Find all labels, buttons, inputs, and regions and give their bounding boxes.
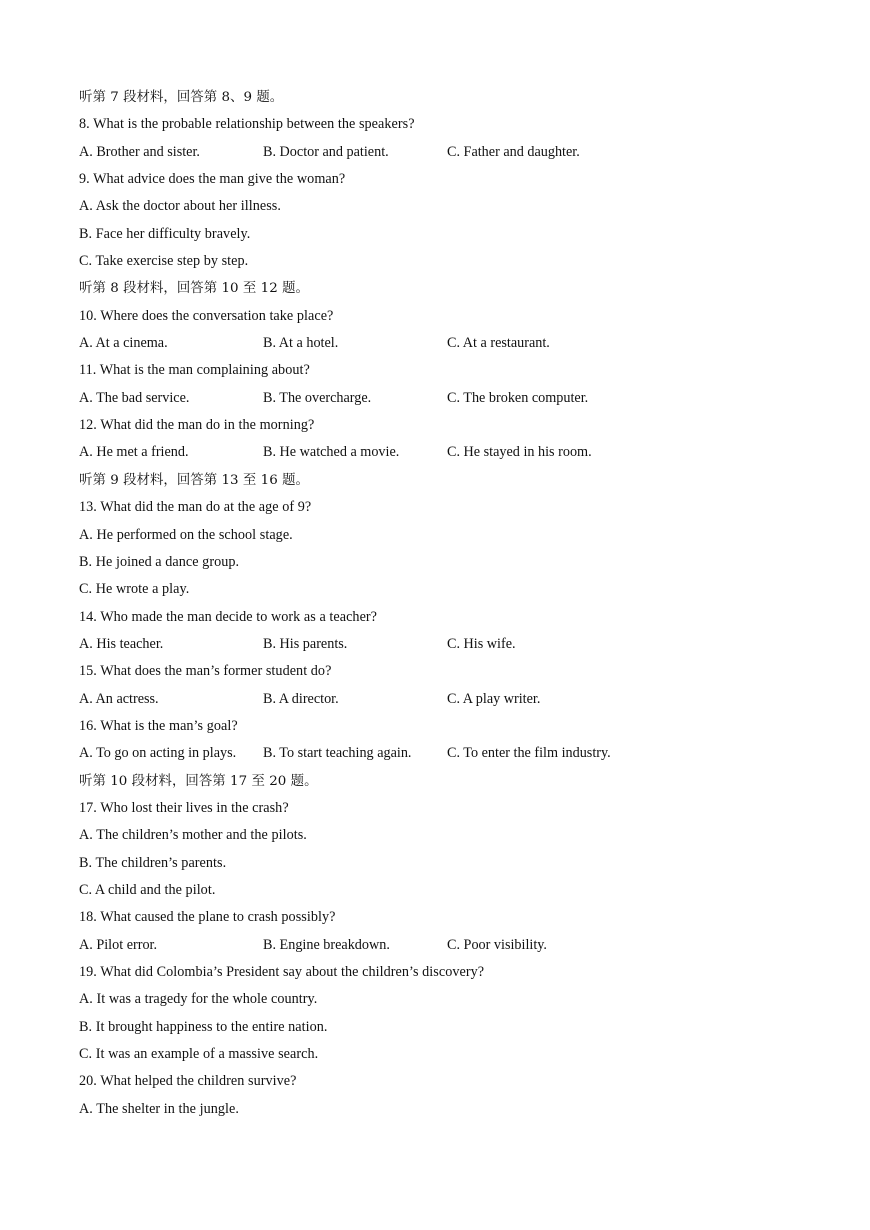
question-stem: 17. Who lost their lives in the crash? bbox=[79, 799, 289, 816]
question-stem: 9. What advice does the man give the woman? bbox=[79, 171, 346, 188]
answer-option-b: B. It brought happiness to the entire nation. bbox=[79, 1018, 328, 1035]
answer-option-c: C. A child and the pilot. bbox=[79, 881, 216, 898]
section-heading: 听第 7 段材料，回答第 8、9 题。 bbox=[79, 90, 284, 105]
answer-option-a: A. The shelter in the jungle. bbox=[79, 1100, 239, 1117]
answer-option-a: A. Pilot error. bbox=[79, 936, 158, 953]
options-row bbox=[79, 631, 799, 658]
answer-option-a: A. An actress. bbox=[79, 690, 159, 707]
answer-option-c: C. It was an example of a massive search. bbox=[79, 1046, 319, 1063]
options-row bbox=[79, 385, 799, 412]
answer-option-b: B. He joined a dance group. bbox=[79, 553, 240, 570]
section-heading: 听第 8 段材料，回答第 10 至 12 题。 bbox=[79, 281, 309, 297]
section-heading: 听第 9 段材料，回答第 13 至 16 题。 bbox=[79, 472, 309, 488]
answer-option-a: A. Brother and sister. bbox=[79, 143, 200, 160]
answer-option-b: B. To start teaching again. bbox=[263, 745, 412, 762]
answer-option-b: B. Face her difficulty bravely. bbox=[79, 225, 251, 242]
answer-option-c: C. His wife. bbox=[447, 635, 516, 652]
answer-option-b: B. Engine breakdown. bbox=[263, 936, 390, 953]
answer-option-a: A. The children’s mother and the pilots. bbox=[79, 827, 307, 844]
question-stem: 8. What is the probable relationship between the speakers? bbox=[79, 116, 415, 133]
answer-option-b: B. The overcharge. bbox=[263, 389, 372, 406]
question-stem: 20. What helped the children survive? bbox=[79, 1073, 297, 1090]
question-stem: 16. What is the man’s goal? bbox=[79, 717, 238, 734]
question-stem: 14. Who made the man decide to work as a teacher? bbox=[79, 608, 378, 625]
answer-option-a: A. He performed on the school stage. bbox=[79, 526, 293, 543]
answer-option-b: B. Doctor and patient. bbox=[263, 143, 389, 160]
question-stem: 11. What is the man complaining about? bbox=[79, 362, 310, 379]
question-stem: 15. What does the man’s former student do? bbox=[79, 663, 332, 680]
answer-option-b: B. A director. bbox=[263, 690, 339, 707]
options-row bbox=[79, 139, 799, 166]
options-row bbox=[79, 439, 799, 466]
answer-option-b: B. At a hotel. bbox=[263, 335, 339, 352]
answer-option-c: C. Poor visibility. bbox=[447, 936, 547, 953]
options-row bbox=[79, 330, 799, 357]
question-stem: 13. What did the man do at the age of 9? bbox=[79, 499, 312, 516]
answer-option-b: B. The children’s parents. bbox=[79, 854, 227, 871]
question-stem: 18. What caused the plane to crash possibly? bbox=[79, 909, 336, 926]
answer-option-a: A. To go on acting in plays. bbox=[79, 745, 237, 762]
answer-option-c: C. To enter the film industry. bbox=[447, 745, 611, 762]
question-stem: 19. What did Colombia’s President say about the children’s discovery? bbox=[79, 964, 485, 980]
answer-option-c: C. A play writer. bbox=[447, 690, 541, 707]
question-stem: 10. Where does the conversation take place? bbox=[79, 307, 334, 324]
answer-option-c: C. Father and daughter. bbox=[447, 143, 580, 160]
options-row bbox=[79, 686, 799, 713]
listening-section-content bbox=[79, 84, 799, 1123]
question-stem: 12. What did the man do in the morning? bbox=[79, 417, 315, 434]
answer-option-c: C. He wrote a play. bbox=[79, 581, 190, 598]
answer-option-a: A. He met a friend. bbox=[79, 444, 189, 461]
answer-option-a: A. At a cinema. bbox=[79, 335, 168, 352]
answer-option-a: A. The bad service. bbox=[79, 389, 190, 406]
answer-option-c: C. Take exercise step by step. bbox=[79, 253, 249, 270]
answer-option-b: B. He watched a movie. bbox=[263, 444, 400, 461]
answer-option-a: A. It was a tragedy for the whole country. bbox=[79, 991, 318, 1008]
answer-option-a: A. His teacher. bbox=[79, 635, 164, 652]
answer-option-c: C. He stayed in his room. bbox=[447, 444, 592, 461]
options-row bbox=[79, 932, 799, 959]
answer-option-c: C. At a restaurant. bbox=[447, 335, 550, 352]
section-heading: 听第 10 段材料，回答第 17 至 20 题。 bbox=[79, 773, 318, 789]
answer-option-a: A. Ask the doctor about her illness. bbox=[79, 198, 281, 215]
options-row bbox=[79, 740, 799, 767]
answer-option-c: C. The broken computer. bbox=[447, 389, 589, 406]
answer-option-b: B. His parents. bbox=[263, 635, 348, 652]
